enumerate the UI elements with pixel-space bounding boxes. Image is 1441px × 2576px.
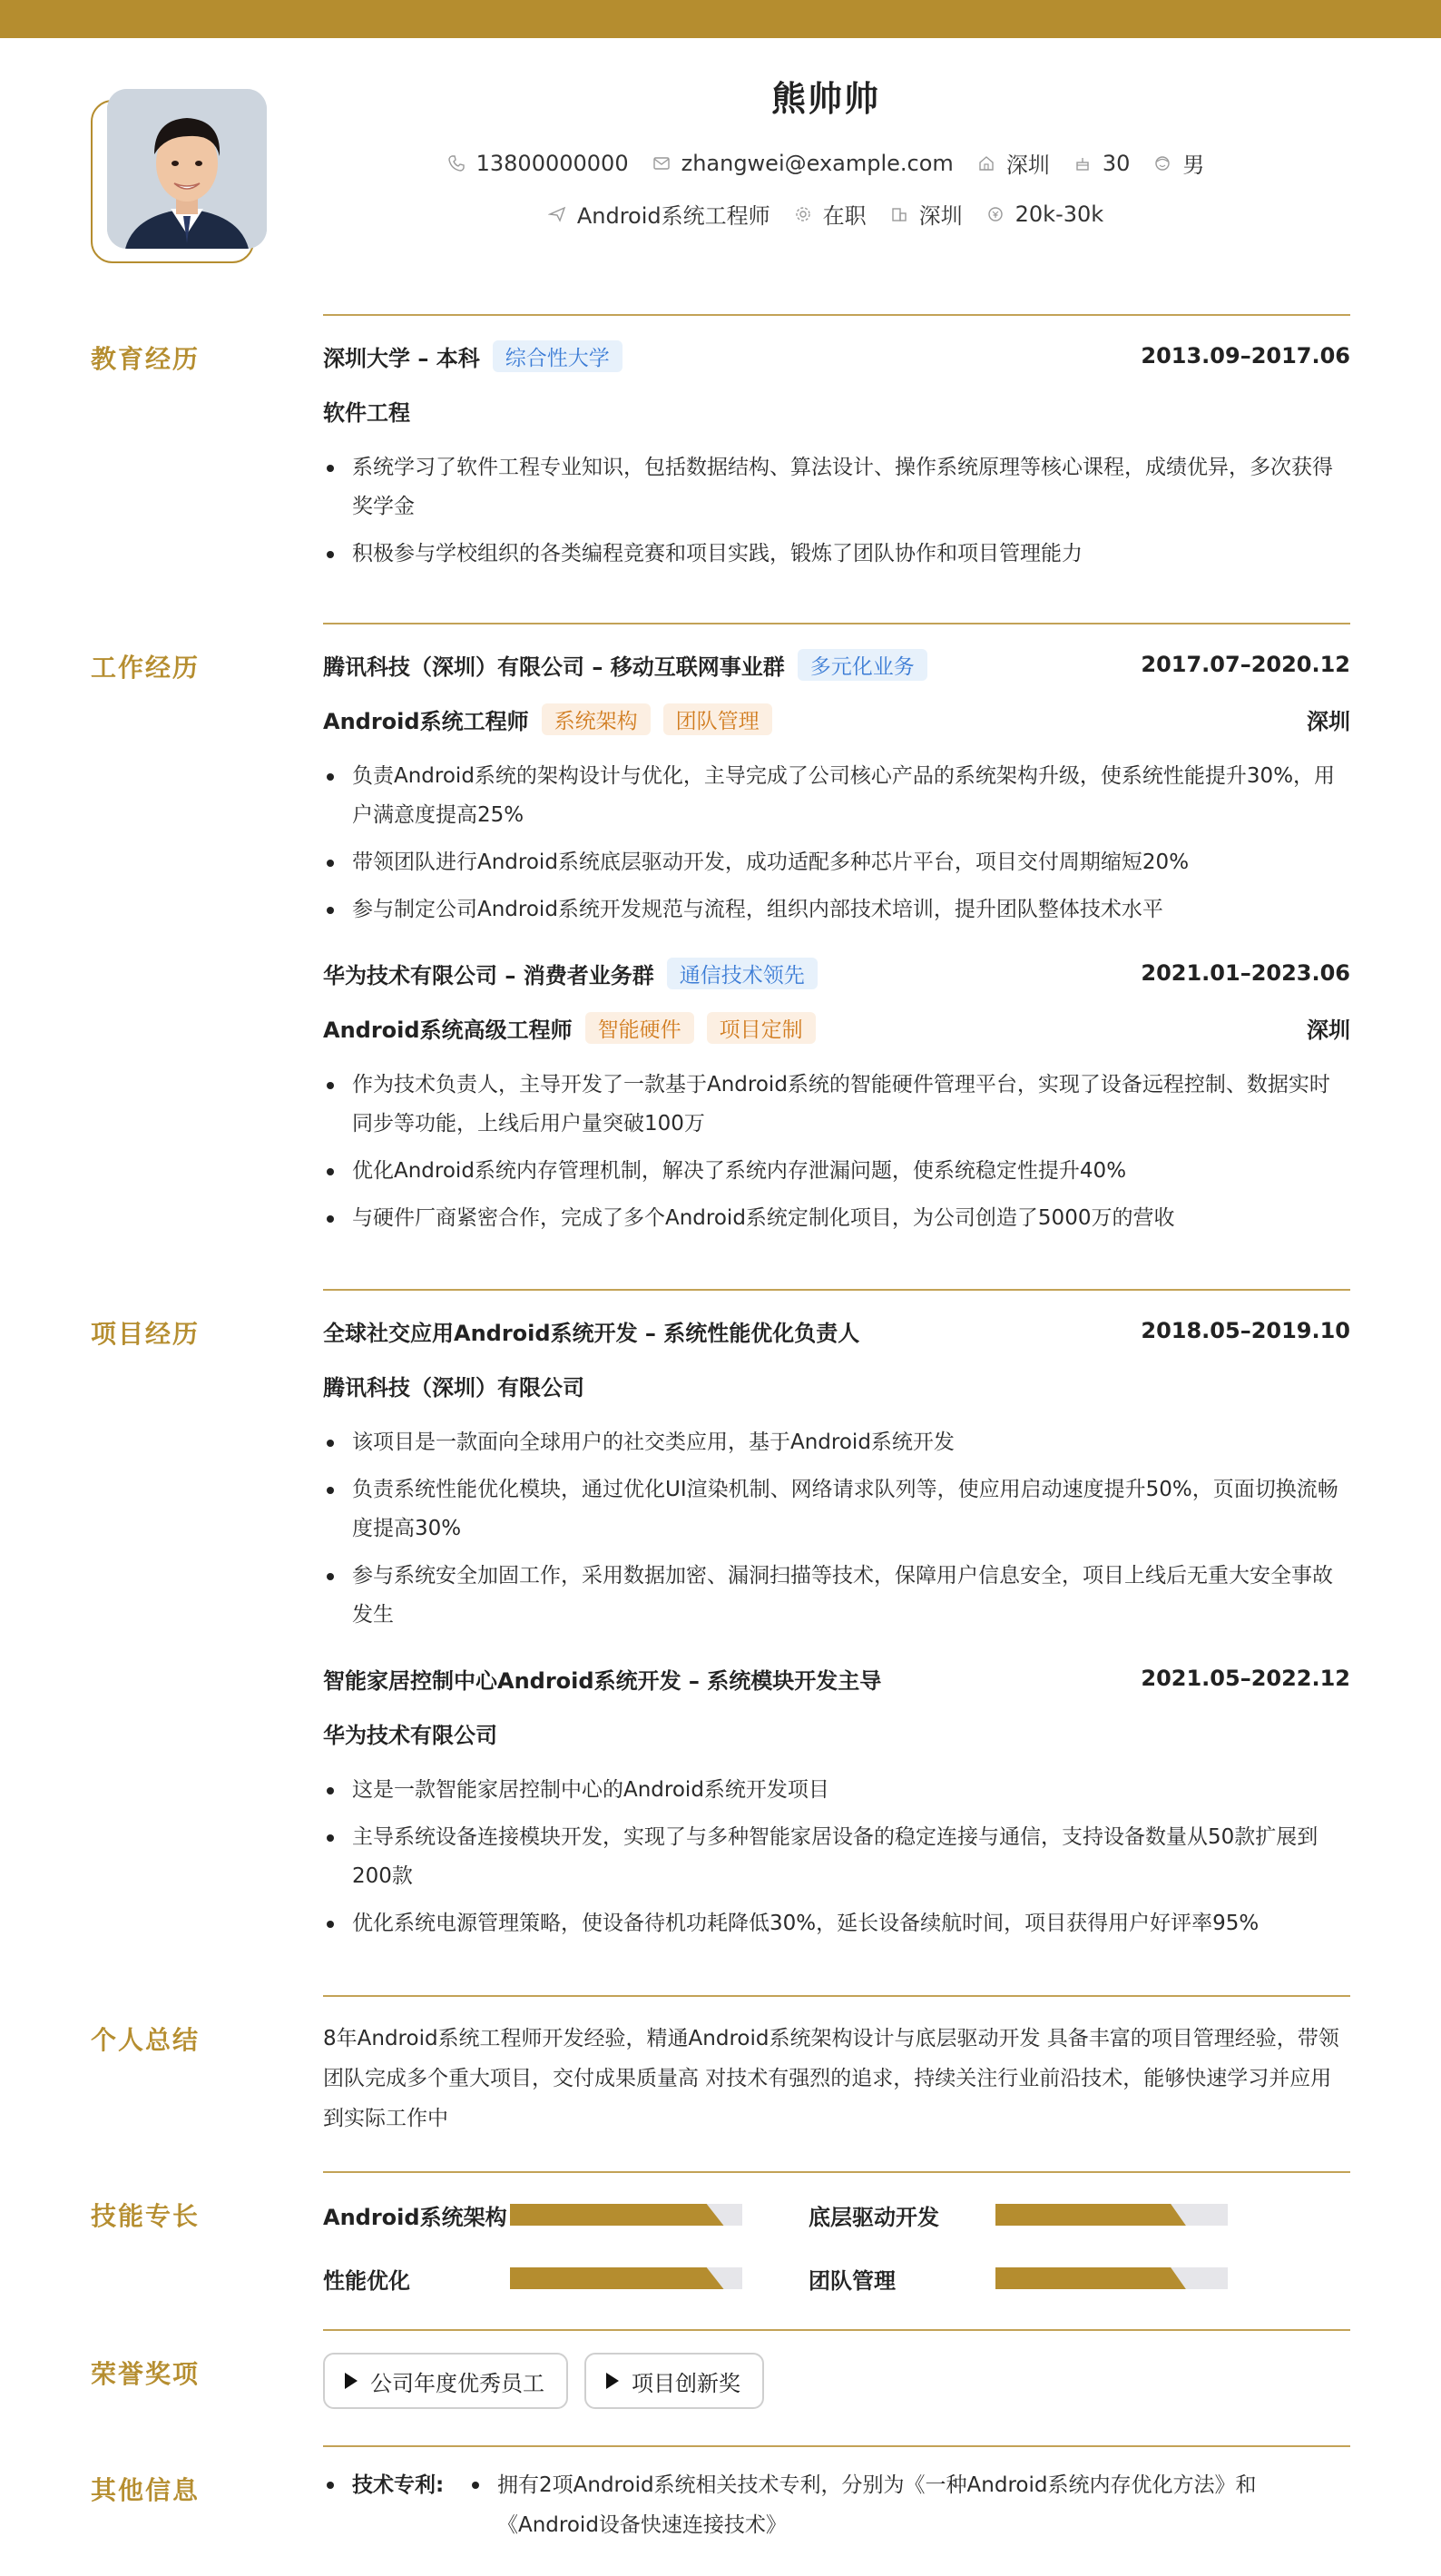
skills-body [323,2198,1350,2295]
candidate-name: 熊帅帅 [770,79,880,119]
list-item: 该项目是一款面向全球用户的社交类应用，基于Android系统开发 [323,1423,1350,1462]
project-entry [323,1662,1350,1943]
role-name: Android系统工程师 [323,708,529,734]
list-item: 带领团队进行Android系统底层驱动开发，成功适配多种芯片平台，项目交付周期缩短20% [323,843,1350,882]
skill-item [809,2198,1294,2231]
avatar-photo [107,89,267,249]
list-item: 参与制定公司Android系统开发规范与流程，组织内部技术培训，提升团队整体技术水平 [323,890,1350,929]
salary-text: 20k-30k [1015,201,1104,227]
skills-grid [323,2198,1350,2295]
job-head [323,648,1350,681]
project-entry [323,1314,1350,1635]
company-tag: 多元化业务 [798,649,927,681]
home-icon [977,154,995,172]
role-row [323,1011,1350,1044]
top-accent-bar [0,0,1441,38]
awards-list [323,2353,1350,2409]
section-divider [323,2445,1350,2447]
project-company: 腾讯科技（深圳）有限公司 [323,1374,584,1401]
skill-fill [995,2204,1186,2226]
skill-fill [510,2204,724,2226]
list-item: 负责Android系统的架构设计与优化，主导完成了公司核心产品的系统架构升级，使系统性能提升30%，用户满意度提高25% [323,757,1350,835]
project-name: 智能家居控制中心Android系统开发 – 系统模块开发主导 [323,1667,882,1694]
project-period: 2018.05–2019.10 [1141,1318,1350,1343]
project-head [323,1314,1350,1347]
education-body [323,339,1350,582]
role-name: Android系统高级工程师 [323,1017,573,1043]
award-chip[interactable] [323,2353,568,2409]
building-icon [890,205,908,223]
role-tag: 项目定制 [707,1012,816,1044]
job-period: 2017.07–2020.12 [1141,652,1350,677]
job-location: 深圳 [1307,1017,1350,1043]
company-tag: 通信技术领先 [667,958,818,989]
list-item: 优化Android系统内存管理机制，解决了系统内存泄漏问题，使系统稳定性提升40% [323,1152,1350,1191]
skill-bar [510,2267,742,2289]
play-icon [606,2373,619,2389]
job-bullets [323,1066,1350,1238]
gender-text: 男 [1182,152,1205,178]
salary-info [986,202,1104,227]
major-name: 软件工程 [323,399,410,426]
cake-icon [1073,154,1092,172]
age-text: 30 [1102,150,1131,176]
work-body [323,648,1350,1246]
list-item: 参与系统安全加固工作，采用数据加密、漏洞扫描等技术，保障用户信息安全，项目上线后无重大安全事故发生 [323,1557,1350,1635]
project-name: 全球社交应用Android系统开发 – 系统性能优化负责人 [323,1320,860,1346]
play-icon [345,2373,358,2389]
section-divider [323,2329,1350,2331]
skill-bar [510,2204,742,2226]
awards-body [323,2353,1350,2409]
section-divider [323,623,1350,624]
mail-icon [652,154,671,172]
section-title-education: 教育经历 [91,344,201,374]
list-item: 主导系统设备连接模块开发，实现了与多种智能家居设备的稳定连接与通信，支持设备数量从50款扩展到200款 [323,1818,1350,1896]
project-bullets [323,1771,1350,1943]
list-item: 与硬件厂商紧密合作，完成了多个Android系统定制化项目，为公司创造了5000万的营收 [323,1199,1350,1238]
city-text: 深圳 [1005,152,1050,178]
skill-name: Android系统架构 [323,2204,507,2230]
bullet-dot [472,2482,479,2489]
skill-item [323,2262,809,2295]
project-bullets [323,1423,1350,1635]
list-item: 负责系统性能优化模块，通过优化UI渲染机制、网络请求队列等，使应用启动速度提升50%，页面切换流畅度提高30% [323,1470,1350,1549]
phone-info [447,151,629,176]
other-body [323,2465,1350,2545]
project-company: 华为技术有限公司 [323,1722,497,1748]
avatar [91,89,267,265]
company-name: 华为技术有限公司 – 消费者业务群 [323,962,654,988]
section-divider [323,2171,1350,2173]
award-label: 项目创新奖 [632,2370,740,2396]
section-divider [323,1289,1350,1291]
section-title-awards: 荣誉奖项 [91,2359,201,2389]
award-chip[interactable] [584,2353,764,2409]
role-tag: 智能硬件 [585,1012,694,1044]
patent-text: 拥有2项Android系统相关技术专利，分别为《一种Android系统内存优化方法》和《Android设备快速连接技术》 [497,2473,1257,2537]
list-item: 优化系统电源管理策略，使设备待机功耗降低30%，延长设备续航时间，项目获得用户好评率95% [323,1904,1350,1943]
major-row [323,394,1350,427]
project-company-row [323,1369,1350,1401]
job-entry [323,648,1350,929]
section-title-skills: 技能专长 [91,2201,201,2231]
company-name: 腾讯科技（深圳）有限公司 – 移动互联网事业群 [323,654,785,680]
status-text: 在职 [822,203,867,229]
job-entry [323,957,1350,1238]
project-period: 2021.05–2022.12 [1141,1666,1350,1691]
section-title-summary: 个人总结 [91,2025,201,2055]
summary-body [323,2019,1350,2138]
list-item: 这是一款智能家居控制中心的Android系统开发项目 [323,1771,1350,1810]
gender-info [1153,147,1204,179]
job-period: 2021.01–2023.06 [1141,960,1350,986]
skill-bar [995,2267,1228,2289]
email-info [652,151,954,176]
coin-icon [986,205,1005,223]
section-divider [323,314,1350,316]
role-tag: 系统架构 [542,703,651,735]
face-icon [1153,154,1171,172]
paper-plane-icon [548,205,566,223]
position-text: Android系统工程师 [576,203,770,229]
education-period: 2013.09–2017.06 [1141,343,1350,369]
section-title-work: 工作经历 [91,653,201,683]
list-item: 系统学习了软件工程专业知识，包括数据结构、算法设计、操作系统原理等核心课程，成绩优异，多次获得奖学金 [323,448,1350,526]
project-head [323,1662,1350,1695]
city-info [977,147,1050,179]
position-info [548,198,770,230]
target-city-text: 深圳 [918,203,963,229]
school-tag: 综合性大学 [493,340,622,372]
gear-icon [794,205,812,223]
skill-name: 团队管理 [809,2267,896,2294]
role-row [323,703,1350,735]
section-title-other: 其他信息 [91,2475,201,2505]
phone-text: 13800000000 [475,150,629,176]
project-company-row [323,1716,1350,1749]
skill-name: 性能优化 [323,2267,410,2294]
section-title-projects: 项目经历 [91,1319,201,1349]
bullet-dot [327,2482,334,2489]
skill-fill [510,2267,724,2289]
skill-name: 底层驱动开发 [809,2204,939,2230]
age-info [1073,151,1131,176]
job-head [323,957,1350,989]
list-item: 积极参与学校组织的各类编程竞赛和项目实践，锻炼了团队协作和项目管理能力 [323,535,1350,574]
skill-item [323,2198,809,2231]
status-info [794,198,867,230]
summary-text: 8年Android系统工程师开发经验，精通Android系统架构设计与底层驱动开发 具备丰富的项目管理经验，带领团队完成多个重大项目，交付成果质量高 对技术有强烈的追求，持续关注行业前沿技术，能够快速学习并应用到实际工作中 [323,2027,1339,2130]
education-head [323,339,1350,372]
contact-row [327,147,1325,179]
skill-item [809,2262,1294,2295]
job-location: 深圳 [1307,708,1350,734]
skill-bar [995,2204,1228,2226]
education-bullets [323,448,1350,574]
patent-label: 技术专利: [352,2473,445,2497]
projects-body [323,1314,1350,1952]
target-city-info [890,198,963,230]
list-item: 作为技术负责人，主导开发了一款基于Android系统的智能硬件管理平台，实现了设备远程控制、数据实时同步等功能，上线后用户量突破100万 [323,1066,1350,1144]
section-divider [323,1995,1350,1997]
job-bullets [323,757,1350,929]
email-text: zhangwei@example.com [681,150,954,176]
award-label: 公司年度优秀员工 [370,2370,544,2396]
skill-fill [995,2267,1186,2289]
school-name: 深圳大学 – 本科 [323,345,480,371]
role-tag: 团队管理 [663,703,772,735]
job-intent-row [327,198,1325,230]
patent-info [323,2465,1350,2545]
phone-icon [447,154,466,172]
